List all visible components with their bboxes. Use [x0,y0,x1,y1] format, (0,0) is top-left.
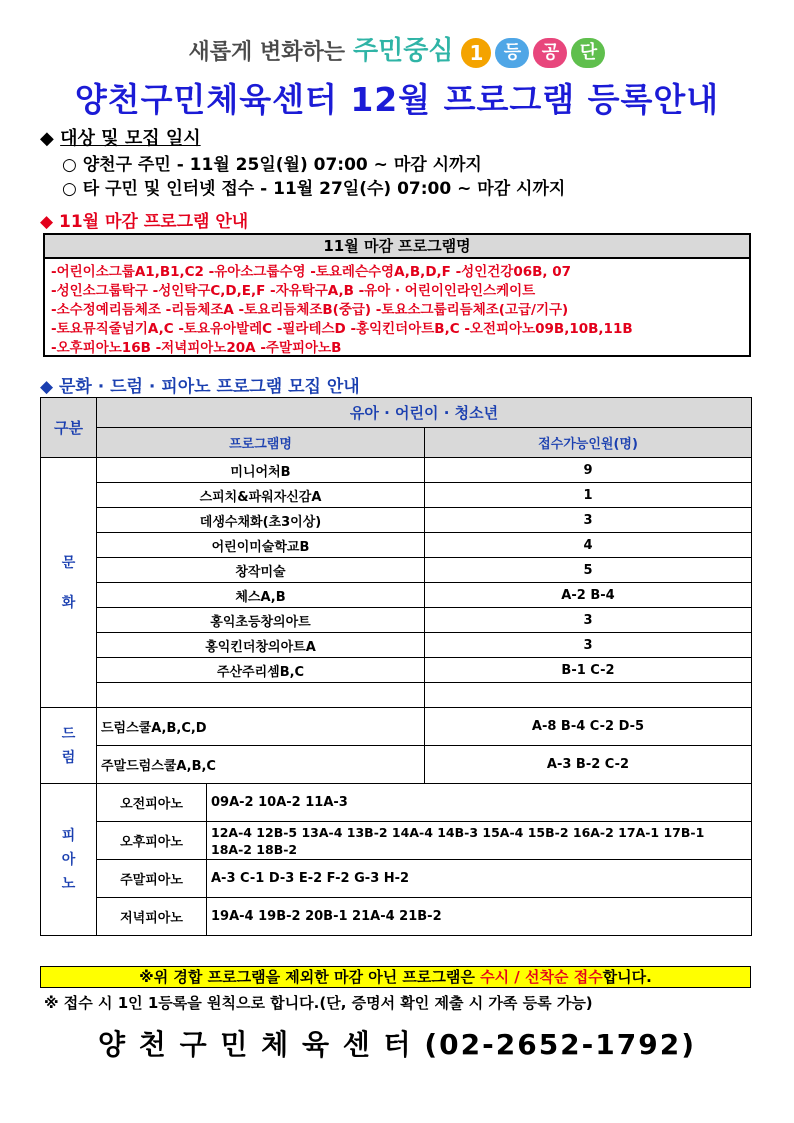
closed-program-line: -소수정예리듬체조 -리듬체조A -토요리듬체조B(중급) -토요소그룹리듬체조(고급/기구) [51,302,569,318]
piano-slots: A-3 C-1 D-3 E-2 F-2 G-3 H-2 [207,860,752,898]
program-name: 어린이미술학교B [97,533,425,558]
program-name: 체스A,B [97,583,425,608]
program-name: 미니어처B [97,458,425,483]
program-name: 창작미술 [97,558,425,583]
section-target-schedule [40,124,201,150]
program-name: 주산주리셈B,C [97,658,425,683]
program-name [97,683,425,708]
capacity: A-2 B-4 [425,583,752,608]
program-name: 저녁피아노 [97,898,207,936]
culture-category [41,458,97,708]
closed-programs-list [45,259,749,362]
capacity: B-1 C-2 [425,658,752,683]
footer-contact: 양 천 구 민 체 육 센 터 (02-2652-1792) [97,1028,697,1061]
diamond-bullet-icon: ◆ [40,377,54,397]
slogan-emphasis: 주민중심 [352,36,454,66]
notice-emphasis: 수시 / 선착순 접수 [480,968,603,986]
program-name: 홍익킨더창의아트A [97,633,425,658]
capacity: 3 [425,608,752,633]
piano-slots-line: 18A-2 18B-2 [211,841,298,857]
piano-slots-line: 12A-4 12B-5 13A-4 13B-2 14A-4 14B-3 15A-4 15B-2 16A-2 17A-1 17B-1 [211,824,705,840]
piano-slots: 09A-2 10A-2 11A-3 [207,784,752,822]
program-name: 홍익초등창의아트 [97,608,425,633]
piano-category [41,784,97,936]
program-name: 오후피아노 [97,822,207,860]
diamond-bullet-icon: ◆ [40,128,54,149]
notice-banner [40,966,751,988]
capacity: 1 [425,483,752,508]
notice-text-end: 합니다. [602,968,652,986]
page-title: 양천구민체육센터 12월 프로그램 등록안내 [74,80,720,119]
schedule-line: ○ 양천구 주민 - 11월 25일(월) 07:00 ~ 마감 시까지 [62,155,482,175]
category-char: 문 [61,554,76,571]
piano-slots: 19A-4 19B-2 20B-1 21A-4 21B-2 [207,898,752,936]
registration-rule: ※ 접수 시 1인 1등록을 원칙으로 합니다.(단, 증명서 확인 제출 시 가족 등록 가능) [44,994,593,1012]
closed-program-line: -성인소그룹탁구 -성인탁구C,D,E,F -자유탁구A,B -유아 · 어린이인라인스케이트 [51,283,536,299]
slogan-char-badge-1: 등 [495,38,529,68]
group-column-header: 구분 [41,398,97,458]
closed-program-line: -어린이소그룹A1,B1,C2 -유아소그룹수영 -토요레슨수영A,B,D,F -성인건강06B, 07 [51,264,572,280]
program-name: 주말피아노 [97,860,207,898]
capacity: 3 [425,633,752,658]
capacity-column-header: 접수가능인원(명) [425,428,752,458]
category-char: 아 [61,851,76,868]
program-name: 데생수채화(초3이상) [97,508,425,533]
slogan-text: 새롭게 변화하는 [188,40,345,65]
schedule-line: ○ 타 구민 및 인터넷 접수 - 11월 27일(수) 07:00 ~ 마감 시까지 [62,179,566,199]
section-closed-programs [40,207,248,232]
drum-category [41,708,97,784]
section-heading: 11월 마감 프로그램 안내 [59,212,249,232]
capacity: A-8 B-4 C-2 D-5 [425,708,752,746]
category-char: 피 [61,827,76,844]
piano-slots [207,822,752,860]
slogan-number-badge: 1 [461,38,491,68]
section-heading: 문화 · 드럼 · 피아노 프로그램 모집 안내 [59,377,360,397]
capacity [425,683,752,708]
section-heading: 대상 및 모집 일시 [60,128,201,149]
closed-programs-header: 11월 마감 프로그램명 [45,235,749,259]
category-char: 드 [61,725,76,742]
capacity: 3 [425,508,752,533]
closed-programs-box [43,233,751,357]
closed-program-line: -토요뮤직줄넘기A,C -토요유아발레C -필라테스D -홍익킨더아트B,C -오전피아노09B,10B,11B [51,321,633,337]
diamond-bullet-icon: ◆ [40,212,54,232]
notice-text: ※위 경합 프로그램을 제외한 마감 아닌 프로그램은 [139,968,481,986]
program-name: 스피치&파워자신감A [97,483,425,508]
slogan [0,30,794,68]
closed-program-line: -오후피아노16B -저녁피아노20A -주말피아노B [51,340,342,356]
slogan-char-badge-3: 단 [571,38,605,68]
capacity: 4 [425,533,752,558]
program-name: 오전피아노 [97,784,207,822]
category-char: 화 [61,594,76,611]
recruitment-table [40,397,752,936]
capacity: 5 [425,558,752,583]
section-recruitment [40,372,360,397]
program-column-header: 프로그램명 [97,428,425,458]
capacity: 9 [425,458,752,483]
category-char: 럼 [61,749,76,766]
program-name: 주말드럼스쿨A,B,C [97,746,425,784]
program-name: 드럼스쿨A,B,C,D [97,708,425,746]
capacity: A-3 B-2 C-2 [425,746,752,784]
slogan-char-badge-2: 공 [533,38,567,68]
age-group-title: 유아 · 어린이 · 청소년 [97,398,752,428]
category-char: 노 [61,875,76,892]
